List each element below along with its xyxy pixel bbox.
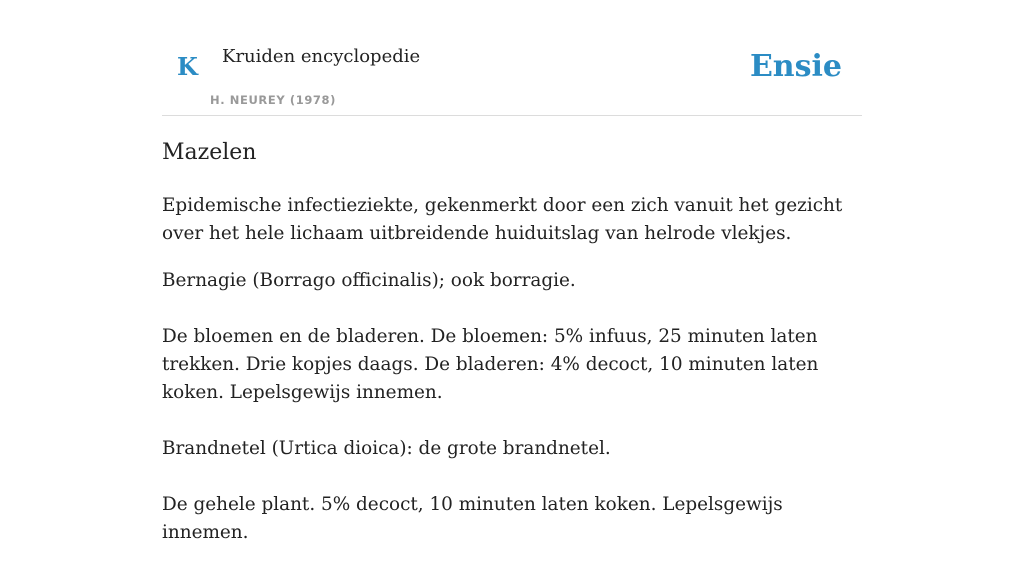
page-title: Mazelen — [162, 140, 257, 165]
ensie-logo[interactable]: Ensie — [749, 49, 842, 84]
page-container — [162, 0, 862, 543]
book-title-link[interactable]: Kruiden encyclopedie — [222, 46, 421, 67]
header — [162, 0, 862, 116]
book-author: H. NEUREY (1978) — [210, 93, 336, 107]
entry-paragraph: De bloemen en de bladeren. De bloemen: 5% infuus, 25 minuten laten trekken. Drie kopjes daags. De bladeren: 4% decoct, 10 minuten laten koken. Lepelsgewijs innemen. — [162, 326, 819, 403]
entry-content — [162, 192, 862, 575]
entry-paragraph: Bernagie (Borrago officinalis); ook borragie. — [162, 270, 576, 291]
book-logo[interactable]: K — [177, 52, 198, 81]
entry-paragraph: De gehele plant. 5% decoct, 10 minuten laten koken. Lepelsgewijs innemen. — [162, 494, 783, 543]
entry-paragraph: Brandnetel (Urtica dioica): de grote brandnetel. — [162, 438, 611, 459]
entry-definition: Epidemische infectieziekte, gekenmerkt door een zich vanuit het gezicht over het hele lichaam uitbreidende huiduitslag van helrode vlekjes. — [162, 195, 843, 244]
